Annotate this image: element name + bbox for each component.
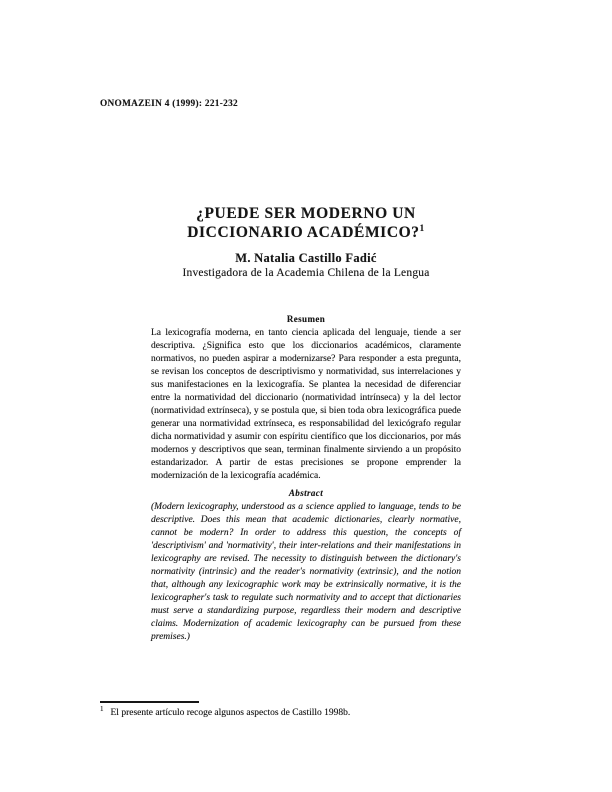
abstract-section-heading: Abstract	[288, 488, 324, 498]
author-name: M. Natalia Castillo Fadić	[235, 251, 377, 265]
article-title	[0, 205, 612, 242]
article-title-line-2: DICCIONARIO ACADÉMICO?	[187, 223, 420, 241]
author-affiliation: Investigadora de la Academia Chilena de la Lengua	[182, 267, 430, 279]
abstract-paragraph: (Modern lexicography, understood as a science applied to language, tends to be descriptive. Does this mean that academic dictionaries, clearly normative, cannot be modern? In order to address this question, the concepts of 'descriptivism' and 'normativity', their inter-relations and their manifestations in lexicography are revised. The necessity to distinguish between the dictionary's normativity (intrinsic) and the reader's normativity (extrinsic), and the notion that, although any lexicographic work may be extrinsically normative, it is the lexicographer's task to regulate such normativity and to accept that dictionaries must serve a standardizing purpose, regardless their modern and descriptive claims. Modernization of academic lexicography can be pursued from these premises.)	[151, 502, 461, 642]
footnote-divider	[100, 701, 199, 703]
journal-header: ONOMAZEIN 4 (1999): 221-232	[100, 99, 238, 109]
footnote	[100, 704, 445, 719]
footnote-text: El presente artículo recoge algunos aspectos de Castillo 1998b.	[110, 708, 351, 718]
resumen-section-heading: Resumen	[286, 314, 326, 324]
title-footnote-marker: 1	[419, 222, 425, 233]
article-title-line-1: ¿PUEDE SER MODERNO UN	[196, 205, 416, 222]
footnote-marker: 1	[100, 704, 104, 713]
resumen-paragraph: La lexicografía moderna, en tanto ciencia aplicada del lenguaje, tiende a ser descriptiva. ¿Significa esto que los diccionarios académicos, claramente normativos, no pueden aspirar a modernizarse? Para responder a esta pregunta, se revisan los conceptos de descriptivismo y normatividad, sus interrelaciones y sus manifestaciones en la lexicografía. Se plantea la necesidad de diferenciar entre la normatividad del diccionario (normatividad intrínseca) y la del lector (normatividad extrínseca), y se postula que, si bien toda obra lexicográfica puede generar una normatividad extrínseca, es responsabilidad del lexicógrafo regular dicha normatividad y asumir con espíritu científico que los diccionarios, por más modernos y descriptivos que sean, terminan finalmente sirviendo a un propósito estandarizador. A partir de estas precisiones se propone emprender la modernización de la lexicografía académica.	[151, 328, 461, 481]
